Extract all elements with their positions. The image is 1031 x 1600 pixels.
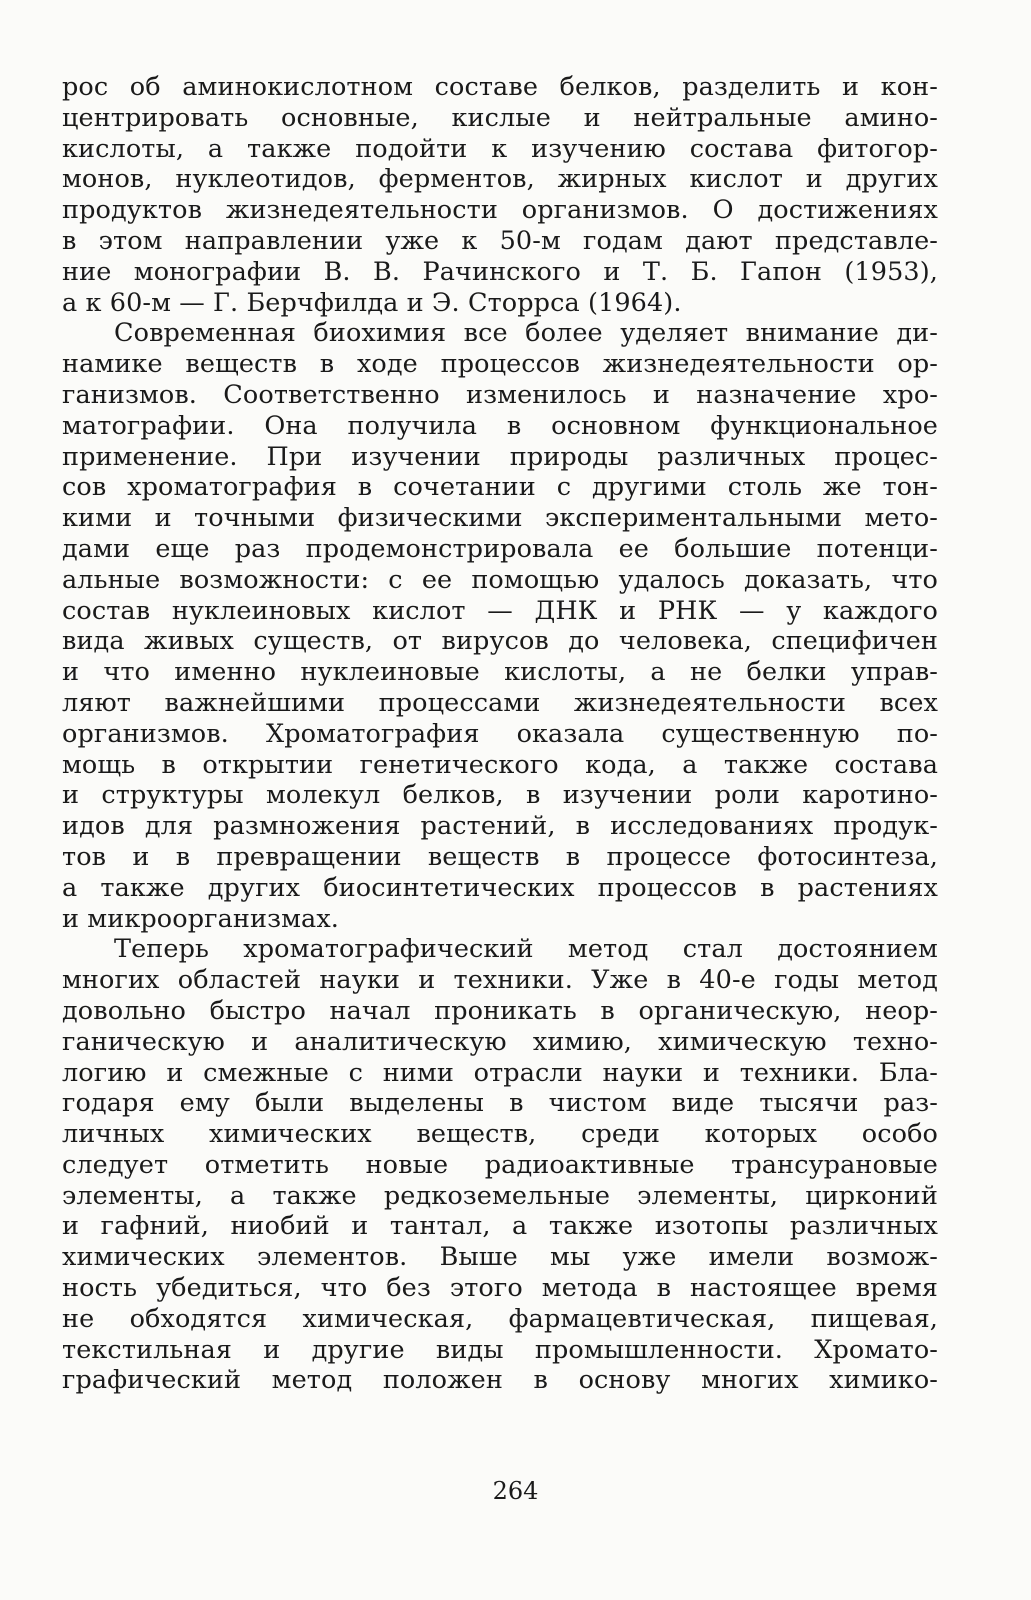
- text-line: матографии. Она получила в основном функциональное: [62, 410, 938, 441]
- text-line: химических элементов. Выше мы уже имели возмож-: [62, 1242, 938, 1273]
- text-line: идов для размножения растений, в исследованиях продук-: [62, 811, 938, 842]
- text-line: графический метод положен в основу многих химико-: [62, 1365, 938, 1396]
- text-line: элементы, а также редкоземельные элементы, цирконий: [62, 1180, 938, 1211]
- text-line: следует отметить новые радиоактивные трансурановые: [62, 1149, 938, 1180]
- text-line: организмов. Хроматография оказала существенную по-: [62, 718, 938, 749]
- text-line: кислоты, а также подойти к изучению состава фитогор-: [62, 133, 938, 164]
- text-line: и гафний, ниобий и тантал, а также изотопы различных: [62, 1211, 938, 1242]
- text-line: применение. При изучении природы различных процес-: [62, 441, 938, 472]
- text-line: состав нуклеиновых кислот — ДНК и РНК — у каждого: [62, 595, 938, 626]
- text-line: альные возможности: с ее помощью удалось доказать, что: [62, 564, 938, 595]
- text-line: а к 60-м — Г. Берчфилда и Э. Сторрса (1964).: [62, 287, 682, 318]
- text-line: ность убедиться, что без этого метода в настоящее время: [62, 1273, 938, 1304]
- text-line: довольно быстро начал проникать в органическую, неор-: [62, 995, 938, 1026]
- text-line: дами еще раз продемонстрировала ее большие потенци-: [62, 533, 938, 564]
- text-line: вида живых существ, от вирусов до человека, специфичен: [62, 626, 938, 657]
- text-line: монов, нуклеотидов, ферментов, жирных кислот и других: [62, 164, 938, 195]
- text-line: и что именно нуклеиновые кислоты, а не белки управ-: [62, 657, 938, 688]
- text-line: продуктов жизнедеятельности организмов. О достижениях: [62, 195, 938, 226]
- text-line: рос об аминокислотном составе белков, разделить и кон-: [62, 72, 938, 102]
- text-line: а также других биосинтетических процессов в растениях: [62, 872, 938, 903]
- text-line: центрировать основные, кислые и нейтральные амино-: [62, 102, 938, 133]
- text-line: личных химических веществ, среди которых особо: [62, 1119, 938, 1150]
- text-line: ганизмов. Соответственно изменилось и назначение хро-: [62, 379, 938, 410]
- text-line: мощь в открытии генетического кода, а также состава: [62, 749, 938, 780]
- text-line: ние монографии В. В. Рачинского и Т. Б. Гапон (1953),: [62, 256, 938, 287]
- text-line: логию и смежные с ними отрасли науки и техники. Бла-: [62, 1057, 938, 1088]
- page-body: [62, 72, 938, 1396]
- text-line: Теперь хроматографический метод стал достоянием: [114, 934, 938, 965]
- text-line: ганическую и аналитическую химию, химическую техно-: [62, 1026, 938, 1057]
- text-line: кими и точными физическими экспериментальными мето-: [62, 503, 938, 534]
- paragraph-1: [62, 72, 938, 318]
- text-line: в этом направлении уже к 50-м годам дают представле-: [62, 225, 938, 256]
- text-line: намике веществ в ходе процессов жизнедеятельности ор-: [62, 349, 938, 380]
- text-line: годаря ему были выделены в чистом виде тысячи раз-: [62, 1088, 938, 1119]
- paragraph-3: [62, 934, 938, 1396]
- page-number: 264: [492, 1477, 539, 1505]
- text-line: и структуры молекул белков, в изучении роли каротино-: [62, 780, 938, 811]
- text-line: ляют важнейшими процессами жизнедеятельности всех: [62, 687, 938, 718]
- text-line: Современная биохимия все более уделяет внимание ди-: [114, 318, 938, 349]
- text-line: и микроорганизмах.: [62, 903, 340, 934]
- text-line: многих областей науки и техники. Уже в 40-е годы метод: [62, 965, 938, 996]
- paragraph-2: [62, 318, 938, 934]
- text-line: тов и в превращении веществ в процессе фотосинтеза,: [62, 841, 938, 872]
- text-line: сов хроматография в сочетании с другими столь же тон-: [62, 472, 938, 503]
- text-line: не обходятся химическая, фармацевтическая, пищевая,: [62, 1303, 938, 1334]
- text-line: текстильная и другие виды промышленности. Хромато-: [62, 1334, 938, 1365]
